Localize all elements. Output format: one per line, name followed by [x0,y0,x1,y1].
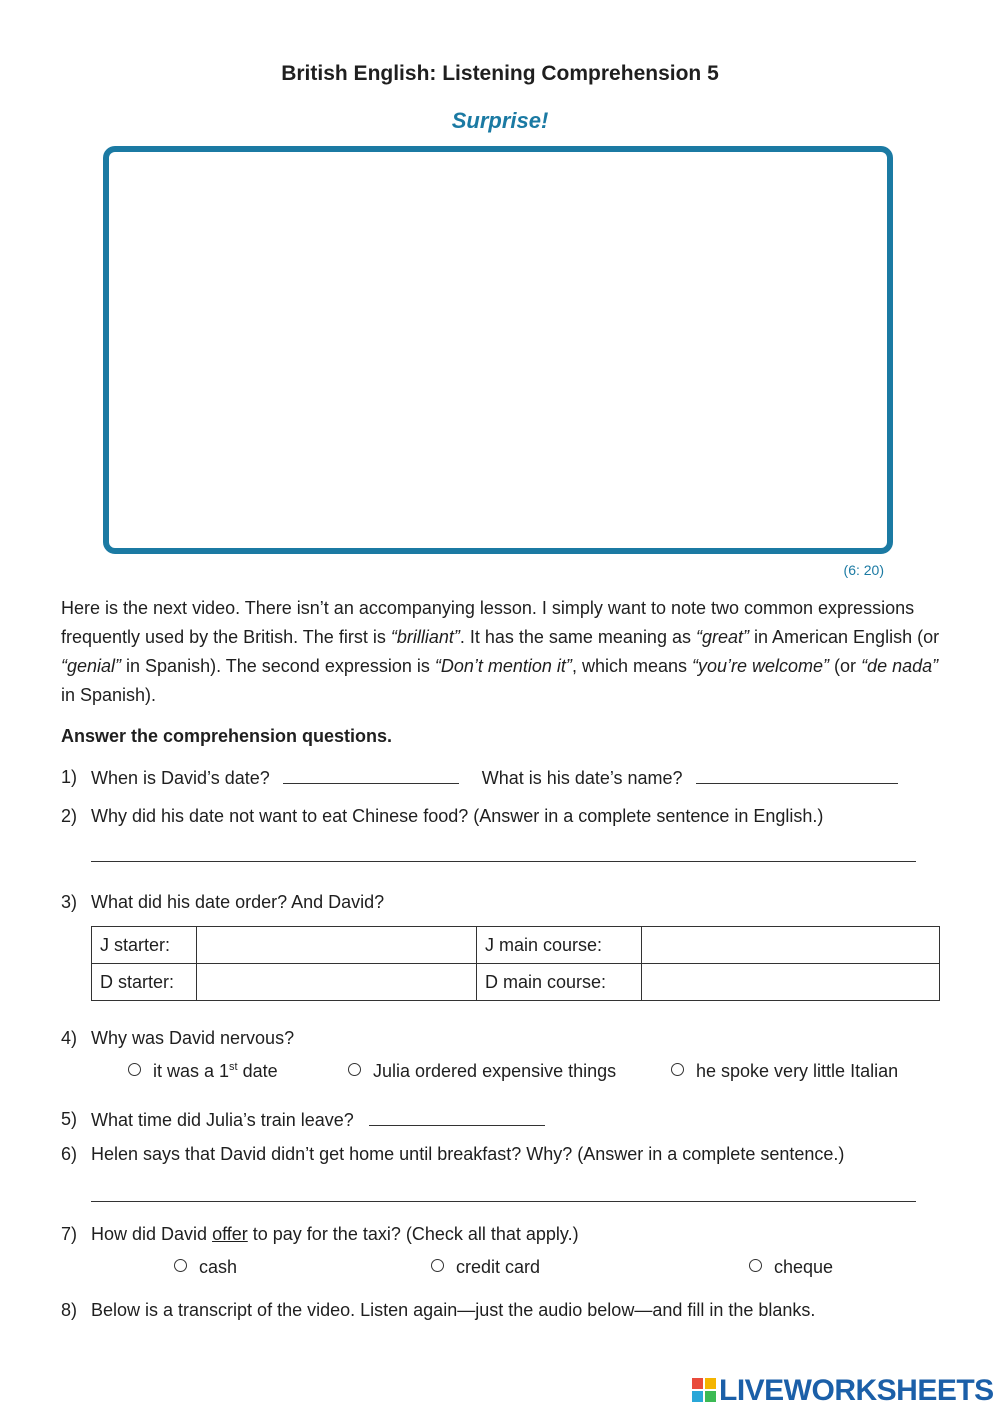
answer-2-line[interactable] [91,861,916,862]
d-main-answer[interactable] [642,964,940,1001]
d-main-label: D main course: [477,964,642,1001]
question-7: 7) How did David offer to pay for the taxi? (Check all that apply.) [61,1224,579,1244]
question-3: 3) What did his date order? And David? [61,892,385,912]
date-name-blank[interactable] [696,765,898,784]
question-5: 5) What time did Julia’s train leave? [0,1107,1000,1133]
intro-paragraph: Here is the next video. There isn’t an accompanying lesson. I simply want to note two common expressions frequently used by the British. The first is “brilliant”. It has the same meaning as “great” in American English (or “genial” in Spanish). The second expression is “Don’t mention it”, which means “you’re welcome” (or “de nada” in Spanish). [61,598,940,705]
radio-icon[interactable] [749,1259,762,1272]
d-starter-label: D starter: [92,964,197,1001]
option-cheque[interactable]: cheque [749,1257,833,1278]
option-first-date[interactable]: it was a 1st date [128,1061,278,1082]
radio-icon[interactable] [128,1063,141,1076]
option-credit-card[interactable]: credit card [431,1257,540,1278]
radio-icon[interactable] [671,1063,684,1076]
question-1: 1) When is David’s date? What is his date’s name? [0,765,1000,791]
question-4: 4) Why was David nervous? [61,1028,295,1048]
video-title: Surprise! [451,108,549,133]
order-table [91,926,940,1001]
d-starter-answer[interactable] [197,964,477,1001]
j-starter-label: J starter: [92,927,197,964]
question-1-text-b: What is his date’s name? [481,768,683,788]
logo-blocks-icon [692,1378,716,1402]
option-expensive[interactable]: Julia ordered expensive things [348,1061,616,1082]
table-row [92,964,940,1001]
video-duration: (6: 20) [843,562,884,578]
j-main-answer[interactable] [642,927,940,964]
answer-6-line[interactable] [91,1201,916,1202]
j-main-label: J main course: [477,927,642,964]
question-2: 2) Why did his date not want to eat Chinese food? (Answer in a complete sentence in English.) [61,806,824,826]
liveworksheets-logo: LIVEWORKSHEETS [692,1374,994,1408]
page-title: British English: Listening Comprehension 5 [281,62,719,85]
question-1-text-a: When is David’s date? [91,768,270,788]
question-6: 6) Helen says that David didn’t get home until breakfast? Why? (Answer in a complete sentence.) [61,1144,845,1164]
option-cash[interactable]: cash [174,1257,237,1278]
instructions-heading: Answer the comprehension questions. [61,726,393,746]
video-player[interactable] [103,146,893,554]
question-8: 8) Below is a transcript of the video. Listen again—just the audio below—and fill in the blanks. [61,1300,816,1320]
table-row [92,927,940,964]
train-time-blank[interactable] [369,1107,545,1126]
date-when-blank[interactable] [283,765,459,784]
j-starter-answer[interactable] [197,927,477,964]
radio-icon[interactable] [348,1063,361,1076]
radio-icon[interactable] [174,1259,187,1272]
radio-icon[interactable] [431,1259,444,1272]
option-italian[interactable]: he spoke very little Italian [671,1061,898,1082]
